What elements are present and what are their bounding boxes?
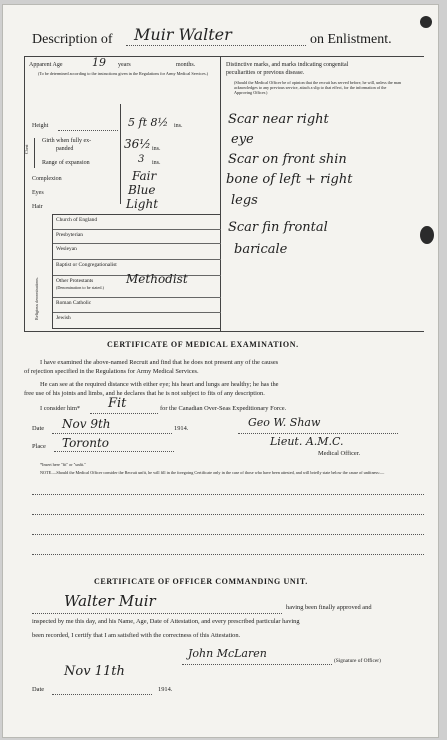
frame-top — [24, 56, 424, 57]
measure-divider — [120, 104, 121, 204]
distinctive-heading-2: peculiarities or previous disease. — [226, 70, 305, 76]
commanding-heading: CERTIFICATE OF OFFICER COMMANDING UNIT. — [94, 577, 308, 586]
medical-date-line — [52, 433, 172, 434]
frame-left — [24, 56, 25, 332]
distinctive-line-1: Scar near right — [228, 112, 329, 127]
medical-signature: Geo W. Shaw — [248, 416, 321, 429]
distinctive-line-5: legs — [231, 193, 258, 208]
consider-line — [90, 413, 158, 414]
religion-row-other: Other Protestants (Denomination to be stated.) — [53, 275, 221, 276]
distinctive-line-3: Scar on front shin — [228, 152, 347, 167]
height-unit: ins. — [174, 123, 183, 129]
apparent-age-note: (To be determined according to the instructions given in the Regulations for Army Medical Services.) — [37, 71, 209, 76]
commanding-name-line — [32, 613, 282, 614]
commanding-signature-line — [182, 664, 332, 665]
distinctive-line-2: eye — [231, 132, 254, 147]
months-label: months. — [176, 62, 196, 68]
consider-label: I consider him* — [40, 405, 81, 412]
unfit-line — [32, 514, 424, 515]
medical-p2-line1: He can see at the required distance with either eye; his heart and lungs are healthy; he has the — [40, 381, 279, 388]
commanding-line1-tail: having been finally approved and — [286, 604, 372, 611]
complexion-label: Complexion — [32, 176, 62, 182]
chest-label: Chest — [24, 144, 29, 154]
religion-row: Jewish — [53, 312, 221, 313]
consider-value: Fit — [108, 396, 127, 411]
distinctive-note: (Should the Medical Officer be of opinion that the recruit has served before, he will, unless the man acknowledges to any previous service, attach a slip to that effect, for the information of the Approving Officer.) — [234, 80, 402, 95]
place-value: Toronto — [62, 436, 110, 450]
distinctive-heading-1: Distinctive marks, and marks indicating congenital — [226, 62, 349, 68]
medical-p2-line2: free use of his joints and limbs, and he declares that he is not subject to fits of any description. — [24, 390, 265, 397]
medical-rank: Lieut. A.M.C. — [270, 435, 344, 448]
girth-unit: ins. — [152, 146, 161, 152]
height-value: 5 ft 8½ — [128, 116, 169, 129]
range-label: Range of expansion — [42, 160, 90, 166]
medical-date-value: Nov 9th — [62, 417, 111, 431]
distinctive-line-7: baricale — [234, 242, 288, 257]
medical-p1-line2: of rejection specified in the Regulations for Army Medical Services. — [24, 368, 199, 375]
range-unit: ins. — [152, 160, 161, 166]
unfit-note: NOTE.—Should the Medical Officer consider the Recruit unfit, he will fill in the foregoing Certificate only in the case of those who have been attested, and will briefly state below the cause of unfitness:— — [40, 470, 385, 475]
medical-year: 1914. — [174, 425, 189, 432]
eyes-value: Blue — [128, 183, 156, 197]
commanding-date-line — [52, 694, 152, 695]
insert-note: *Insert here "fit" or "unfit." — [40, 462, 87, 467]
religion-table: Church of England Presbyterian Wesleyan Baptist or Congregationalist Other Protestants (Denomination to be stated.) Roman Catholic Jewish — [52, 214, 221, 329]
commanding-line2: inspected by me this day, and his Name, Age, Date of Attestation, and every prescribed particular having — [32, 618, 300, 625]
religion-row: Baptist or Congregationalist — [53, 259, 221, 260]
punch-hole — [420, 226, 434, 244]
medical-heading: CERTIFICATE OF MEDICAL EXAMINATION. — [107, 340, 299, 349]
religion-row: Roman Catholic — [53, 297, 221, 298]
apparent-age-years: 19 — [92, 56, 106, 69]
unfit-line — [32, 554, 424, 555]
enlistment-label: on Enlistment. — [310, 32, 392, 47]
range-value: 3 — [138, 154, 145, 165]
eyes-label: Eyes — [32, 190, 44, 196]
medical-date-label: Date — [32, 425, 45, 432]
unfit-line — [32, 494, 424, 495]
place-line — [54, 451, 174, 452]
name-line — [126, 45, 306, 46]
distinctive-line-4: bone of left + right — [226, 172, 353, 187]
girth-label-1: Girth when fully ex- — [42, 138, 92, 144]
girth-value: 36½ — [124, 137, 151, 151]
apparent-age-label: Apparent Age — [29, 62, 63, 68]
recruit-name: Muir Walter — [134, 25, 232, 44]
attestation-form — [2, 4, 439, 738]
height-label: Height — [32, 123, 49, 129]
girth-label-2: panded — [56, 146, 74, 152]
complexion-value: Fair — [132, 169, 157, 183]
commanding-signature: John McLaren — [188, 647, 267, 660]
medical-p1-line1: I have examined the above-named Recruit and find that he does not present any of the causes — [40, 359, 279, 366]
years-label: years — [118, 62, 131, 68]
religion-row: Presbyterian — [53, 229, 221, 230]
signature-of-officer-label: (Signature of Officer) — [334, 658, 381, 664]
religion-row: Wesleyan — [53, 243, 221, 244]
medical-officer-label: Medical Officer. — [318, 450, 361, 457]
height-leader — [58, 130, 118, 131]
commanding-year: 1914. — [158, 686, 173, 693]
hair-label: Hair — [32, 204, 43, 210]
commanding-line3: been recorded, I certify that I am satisfied with the correctness of this Attestation. — [32, 632, 241, 639]
commanding-date-label: Date — [32, 686, 45, 693]
commanding-name: Walter Muir — [64, 592, 156, 610]
punch-hole — [420, 16, 432, 28]
force-label: for the Canadian Over-Seas Expeditionary Force. — [160, 405, 287, 412]
description-label: Description of — [32, 32, 113, 47]
distinctive-line-6: Scar fin frontal — [228, 220, 328, 235]
signature-line — [238, 433, 398, 434]
unfit-line — [32, 534, 424, 535]
religion-side-label: Religious denominations. — [34, 277, 39, 320]
place-label: Place — [32, 443, 46, 450]
hair-value: Light — [126, 197, 159, 211]
chest-brace — [34, 138, 35, 168]
frame-bottom — [24, 331, 424, 332]
commanding-date-value: Nov 11th — [64, 664, 125, 679]
religion-methodist: Methodist — [126, 272, 188, 286]
